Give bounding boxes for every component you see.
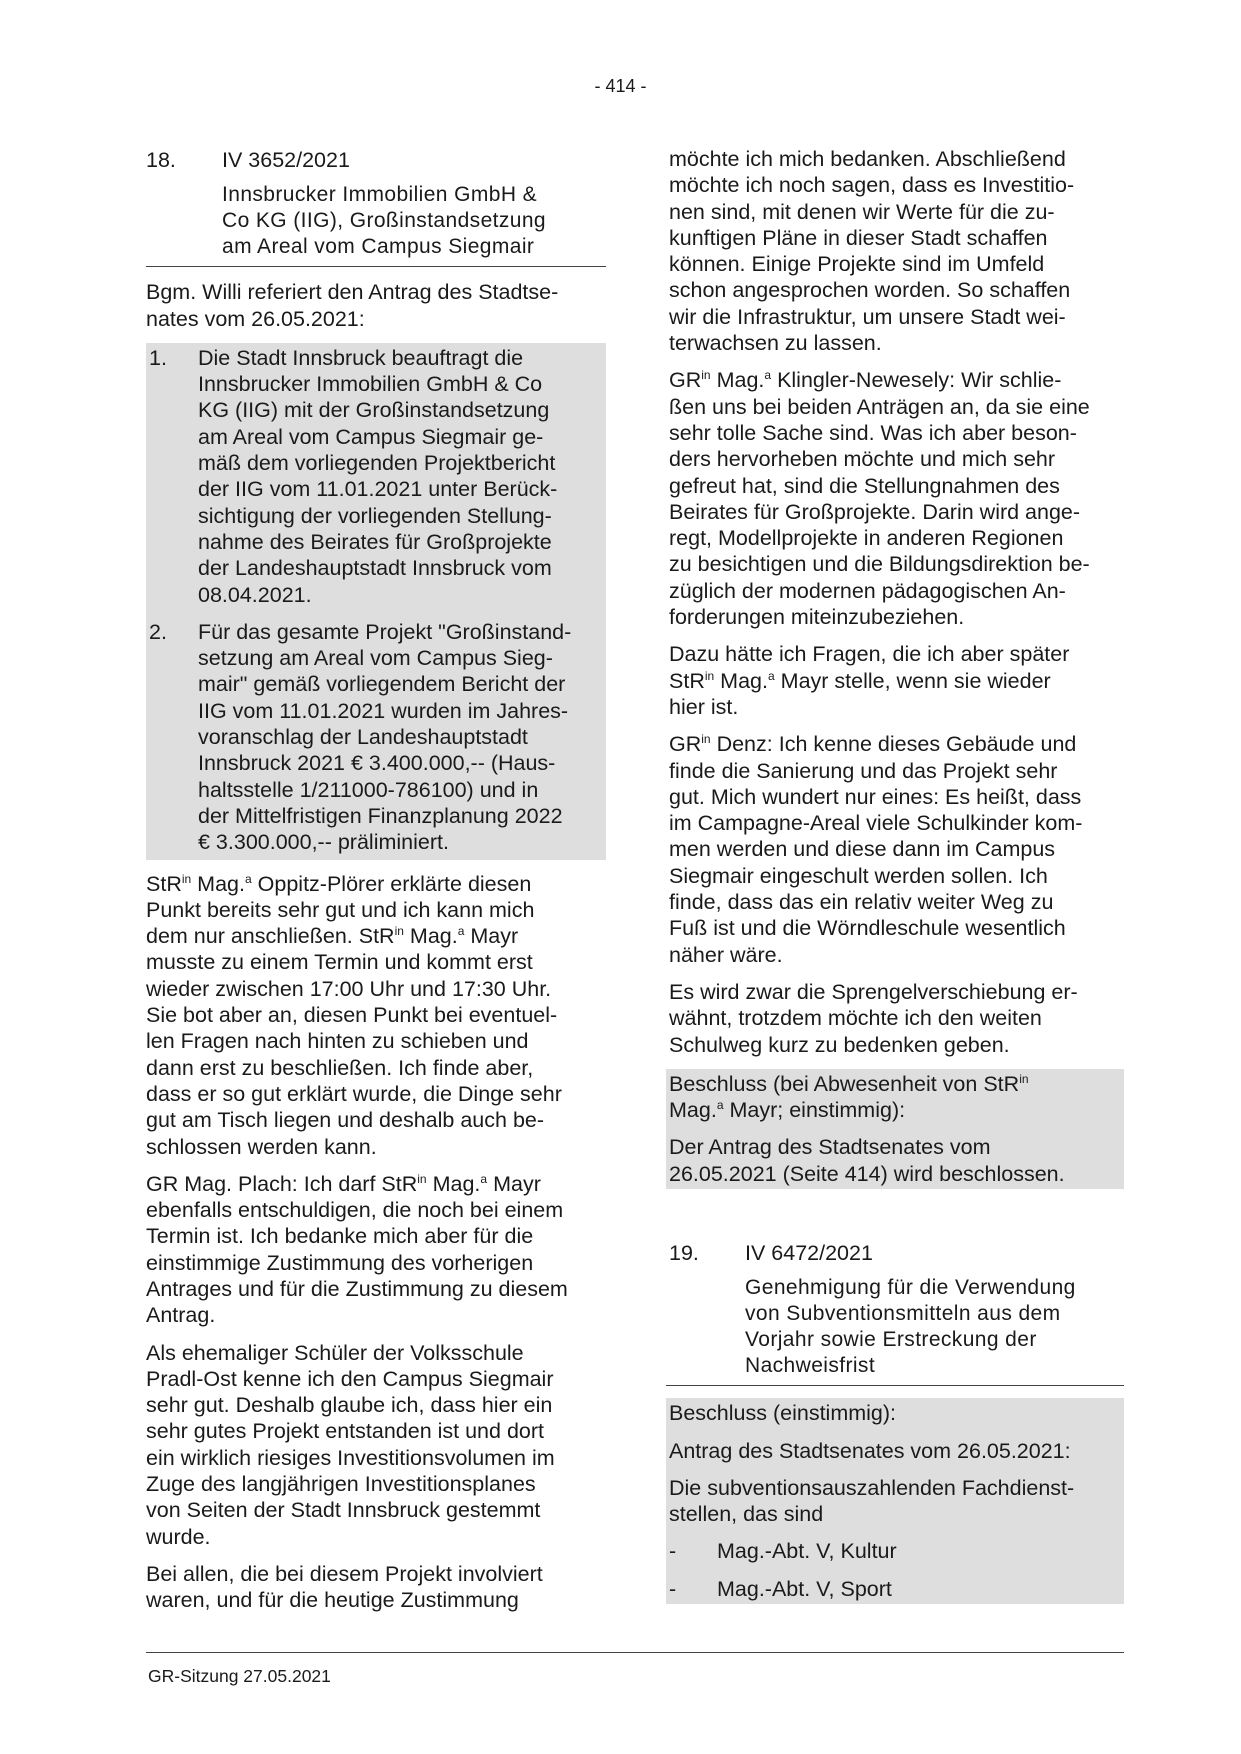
item-code: IV 6472/2021 — [745, 1240, 873, 1265]
paragraph-allen: Bei allen, die bei diesem Projekt involviert waren, und für die heutige Zustimmung — [146, 1561, 543, 1613]
paragraph-continued: möchte ich mich bedanken. Abschließend möchte ich noch sagen, dass es Investitio- nen sind, mit denen wir Werte für die zu- kunftigen Pläne in dieser Stadt schaffen können. Einige Projekte sind im Umfeld schon angesprochen worden. So schaffen wir die Infrastruktur, um unsere Stadt wei- terwachsen zu lassen. — [669, 147, 1075, 356]
motion-item: 2. Für das gesamte Projekt "Großinstand- setzung am Areal vom Campus Sieg- mair" gemäß vorliegendem Bericht der IIG vom 11.01.2021 wurden im Jahres- voranschlag der Landeshauptstadt Innsbruck 2021 € 3.400.000,-- (Haus- haltsstelle 1/211000-786100) und in der Mittelfristigen Finanzplanung 2022 € 3.300.000,-- präliminiert. — [149, 619, 572, 855]
paragraph-sprengel: Es wird zwar die Sprengelverschiebung er- wähnt, trotzdem möchte ich den weiten Schulweg kurz zu bedenken geben. — [669, 979, 1078, 1057]
item-number: 19. — [669, 1240, 699, 1265]
intro-paragraph: Bgm. Willi referiert den Antrag des Stadtse- nates vom 26.05.2021: — [146, 280, 559, 331]
left-column — [146, 147, 606, 1625]
paragraph-plach: GR Mag. Plach: Ich darf StR$^{in}$ Mag.$^a$ Mayr ebenfalls entschuldigen, die noch bei einem Termin ist. Ich bedanke mich aber für die einstimmige Zustimmung des vorherigen Antrages und für die Zustimmung zu diesem Antrag. — [146, 1171, 568, 1328]
subvention-paragraph: Die subventionsauszahlenden Fachdienst- stellen, das sind — [669, 1475, 1075, 1527]
resolution-box-19 — [666, 1398, 1124, 1604]
list-item: - Mag.-Abt. V, Sport — [669, 1576, 892, 1601]
footer-divider — [146, 1652, 1124, 1653]
item-19-header — [669, 1240, 1124, 1266]
footer-text: GR-Sitzung 27.05.2021 — [148, 1666, 331, 1686]
motion-heading: Antrag des Stadtsenates vom 26.05.2021: — [669, 1438, 1071, 1463]
resolution-text: Der Antrag des Stadtsenates vom 26.05.2021 (Seite 414) wird beschlossen. — [669, 1135, 1065, 1186]
motion-box — [146, 343, 606, 860]
right-column — [669, 147, 1124, 1615]
page-number: - 414 - — [594, 76, 647, 96]
paragraph-oppitz: StR$^{in}$ Mag.$^a$ Oppitz-Plörer erklärte diesen Punkt bereits sehr gut und ich kann mich dem nur anschließen. StR$^{in}$ Mag.$^a$ Mayr musste zu einem Termin und kommt erst wieder zwischen 17:00 Uhr und 17:30 Uhr. Sie bot aber an, diesen Punkt bei eventuel- len Fragen nach hinten zu schieben und dann erst zu beschließen. Ich finde aber, dass er so gut erklärt wurde, die Dinge sehr gut am Tisch liegen und deshalb auch be- schlossen werden kann. — [146, 871, 562, 1159]
list-item: - Mag.-Abt. V, Kultur — [669, 1539, 897, 1564]
paragraph-denz: $GR^{in}$ Denz: Ich kenne dieses Gebäude und finde die Sanierung und das Projekt sehr gut. Mich wundert nur eines: Es heißt, dass im Campagne-Areal viele Schulkinder kom- men werden und diese dann im Campus Siegmair eingeschult werden sollen. Ich finde, dass das ein relativ weiter Weg zu Fuß ist und die Wörndleschule wesentlich näher wäre. — [669, 732, 1083, 967]
divider — [146, 266, 606, 267]
item-18-title: Innsbrucker Immobilien GmbH & Co KG (IIG), Großinstandsetzung am Areal vom Campus Siegmair — [222, 183, 547, 259]
paragraph-fragen: Dazu hätte ich Fragen, die ich aber später StR$^{in}$ Mag.$^a$ Mayr stelle, wenn sie wieder hier ist. — [669, 642, 1070, 719]
item-number: 18. — [146, 148, 176, 172]
resolution-box-18 — [666, 1069, 1124, 1189]
item-18-header — [146, 147, 606, 173]
divider — [666, 1385, 1124, 1386]
motion-item: 1. Die Stadt Innsbruck beauftragt die Innsbrucker Immobilien GmbH & Co KG (IIG) mit der Großinstandsetzung am Areal vom Campus Siegmair ge- mäß dem vorliegenden Projektbericht der IIG vom 11.01.2021 unter Berück- sichtigung der vorliegenden Stellung- nahme des Beirates für Großprojekte der Landeshauptstadt Innsbruck vom 08.04.2021. — [149, 345, 558, 607]
item-code: IV 3652/2021 — [222, 148, 350, 172]
paragraph-schueler: Als ehemaliger Schüler der Volksschule Pradl-Ost kenne ich den Campus Siegmair sehr gut. Deshalb glaube ich, dass hier ein sehr gutes Projekt entstanden ist und dort ein wirklich riesiges Investitionsvolumen im Zuge des langjährigen Investitionsplanes von Seiten der Stadt Innsbruck gestemmt wurde. — [146, 1340, 555, 1549]
item-19-title: Genehmigung für die Verwendung von Subventionsmitteln aus dem Vorjahr sowie Erstreckung der Nachweisfrist — [745, 1276, 1076, 1378]
resolution-heading: Beschluss (bei Abwesenheit von StR$^{in}$ Mag.$^a$ Mayr; einstimmig): — [669, 1071, 1029, 1123]
paragraph-klingler: $GR^{in}$ Mag.$^a$ Klingler-Newesely: Wir schlie- ßen uns bei beiden Anträgen an, da sie eine sehr tolle Sache sind. Was ich aber beson- ders hervorheben möchte und mich sehr gefreut hat, sind die Stellungnahmen des Beirates für Großprojekte. Darin wird ange- regt, Modellprojekte in anderen Regionen zu besichtigen und die Bildungsdirektion be- züglich der modernen pädagogischen An- forderungen miteinzubeziehen. — [669, 368, 1090, 630]
resolution-heading: Beschluss (einstimmig): — [669, 1401, 896, 1426]
